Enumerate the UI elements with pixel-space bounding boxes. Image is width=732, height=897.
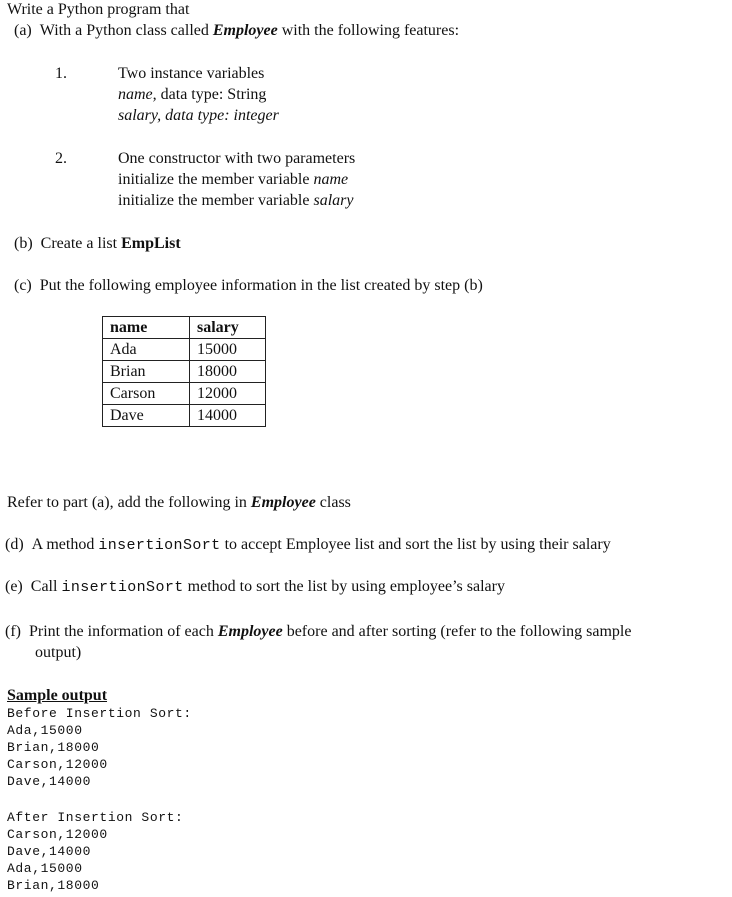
intro-text: Write a Python program that — [7, 1, 190, 18]
sample-line: Dave,14000 — [7, 844, 92, 859]
table-header-name: name — [103, 317, 190, 339]
part-a — [14, 21, 459, 41]
refer-text: Refer to part (a), add the following in Employee class — [7, 494, 351, 511]
code-insertion-sort: insertionSort — [98, 537, 221, 554]
item-1-line-2-rest: data type: String — [156, 86, 267, 103]
part-f: (f) Print the information of each Employee before and after sorting (refer to the following sample — [5, 623, 632, 640]
sample-line: Carson,12000 — [7, 757, 108, 772]
part-a-text-before: With a Python class called — [39, 22, 213, 39]
table-cell: Dave — [103, 405, 190, 427]
item-1-title: Two instance variables — [118, 65, 265, 82]
item-1-line-3: salary, data type: integer — [118, 107, 279, 124]
table-row — [103, 383, 266, 405]
part-a-text-after: with the following features: — [277, 22, 460, 39]
part-a-label: (a) — [14, 22, 32, 39]
item-1-line-2 — [118, 85, 266, 105]
item-1-var-name: name, — [118, 86, 157, 103]
table-header-row — [103, 317, 266, 339]
part-b: (b) Create a list EmpList — [14, 235, 181, 252]
part-e: (e) Call insertionSort method to sort the list by using employee’s salary — [5, 578, 505, 596]
sample-after-header: After Insertion Sort: — [7, 810, 184, 825]
sample-line: Brian,18000 — [7, 878, 100, 893]
table-header-salary: salary — [190, 317, 266, 339]
part-b-list-name: EmpList — [121, 235, 181, 252]
sample-line: Carson,12000 — [7, 827, 108, 842]
part-c: (c) Put the following employee information in the list created by step (b) — [14, 277, 483, 294]
table-row — [103, 339, 266, 361]
sample-before-header: Before Insertion Sort: — [7, 706, 192, 721]
sample-line: Brian,18000 — [7, 740, 100, 755]
table-cell: 14000 — [190, 405, 266, 427]
table-row — [103, 405, 266, 427]
item-2-title: One constructor with two parameters — [118, 150, 356, 167]
table-cell: Carson — [103, 383, 190, 405]
item-2-number: 2. — [55, 150, 67, 167]
item-1-number: 1. — [55, 65, 67, 82]
code-insertion-sort: insertionSort — [61, 579, 184, 596]
employee-table — [102, 316, 266, 427]
part-a-class-name: Employee — [212, 22, 278, 39]
part-f-line-2: output) — [35, 644, 82, 661]
sample-output-title: Sample output — [7, 687, 108, 704]
table-cell: 12000 — [190, 383, 266, 405]
sample-line: Dave,14000 — [7, 774, 92, 789]
sample-line: Ada,15000 — [7, 861, 83, 876]
item-2-line-2: initialize the member variable name — [118, 171, 349, 188]
table-cell: Brian — [103, 361, 190, 383]
table-cell: 18000 — [190, 361, 266, 383]
sample-line: Ada,15000 — [7, 723, 83, 738]
table-row — [103, 361, 266, 383]
table-cell: 15000 — [190, 339, 266, 361]
part-d: (d) A method insertionSort to accept Employee list and sort the list by using their salary — [5, 536, 611, 554]
item-2-line-3: initialize the member variable salary — [118, 192, 354, 209]
table-cell: Ada — [103, 339, 190, 361]
